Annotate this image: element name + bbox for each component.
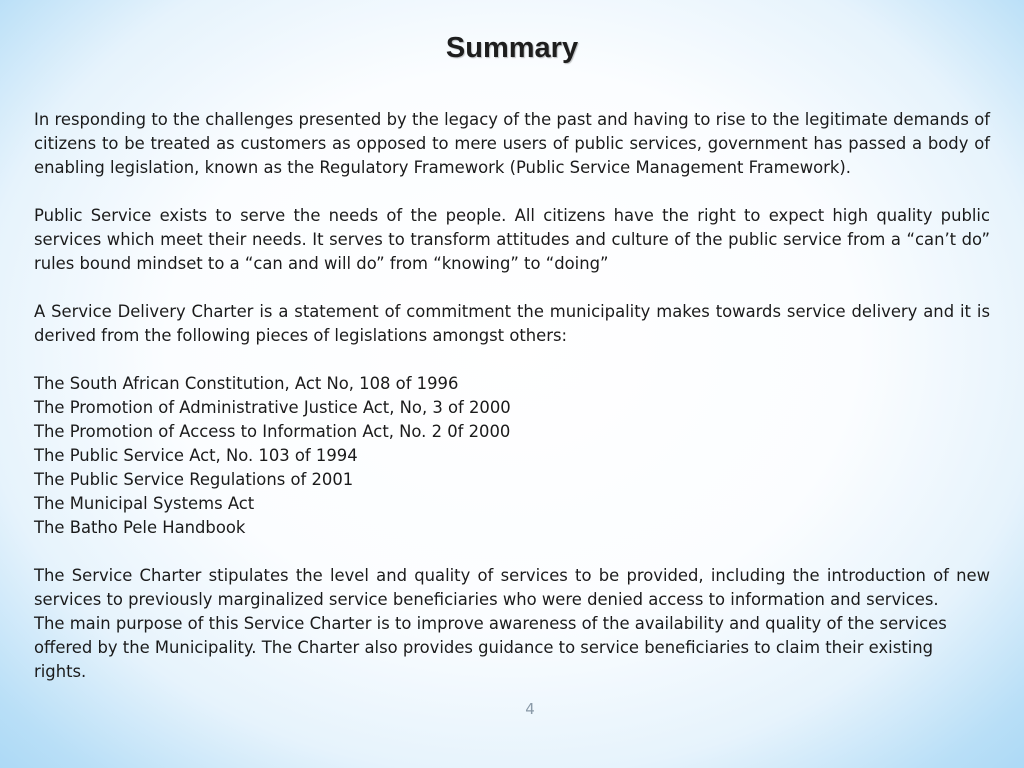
legislation-item: The Public Service Regulations of 2001 [34, 470, 354, 489]
legislation-item: The Batho Pele Handbook [34, 518, 246, 537]
paragraph-charter-stipulates: The Service Charter stipulates the level and quality of services to be provided, including the introduction of new services to previously marginalized service beneficiaries who were denied access to information and services. [34, 566, 990, 609]
paragraph-public-service: Public Service exists to serve the needs of the people. All citizens have the right to expect high quality public services which meet their needs. It serves to transform attitudes and culture of the public service from a “can’t do” rules bound mindset to a “can and will do” from “knowing” to “doing” [34, 206, 990, 273]
legislation-item: The Promotion of Administrative Justice Act, No, 3 of 2000 [34, 398, 511, 417]
legislation-list [34, 372, 990, 540]
slide-body [34, 108, 990, 684]
paragraph-charter-purpose: The main purpose of this Service Charter is to improve awareness of the availability and quality of the services offered by the Municipality. The Charter also provides guidance to service beneficiaries to claim their existing rights. [34, 614, 947, 681]
legislation-item: The Promotion of Access to Information Act, No. 2 0f 2000 [34, 422, 511, 441]
spacer [34, 348, 990, 372]
legislation-item: The Municipal Systems Act [34, 494, 255, 513]
legislation-item: The Public Service Act, No. 103 of 1994 [34, 446, 358, 465]
paragraph-regulatory-framework: In responding to the challenges presented by the legacy of the past and having to rise to the legitimate demands of citizens to be treated as customers as opposed to mere users of public services, government has passed a body of enabling legislation, known as the Regulatory Framework (Public Service Management Framework). [34, 110, 990, 177]
legislation-item: The South African Constitution, Act No, 108 of 1996 [34, 374, 459, 393]
paragraph-service-delivery-charter: A Service Delivery Charter is a statement of commitment the municipality makes towards service delivery and it is derived from the following pieces of legislations amongst others: [34, 302, 990, 345]
page-number: 4 [525, 700, 535, 718]
slide-title: Summary [445, 32, 579, 64]
